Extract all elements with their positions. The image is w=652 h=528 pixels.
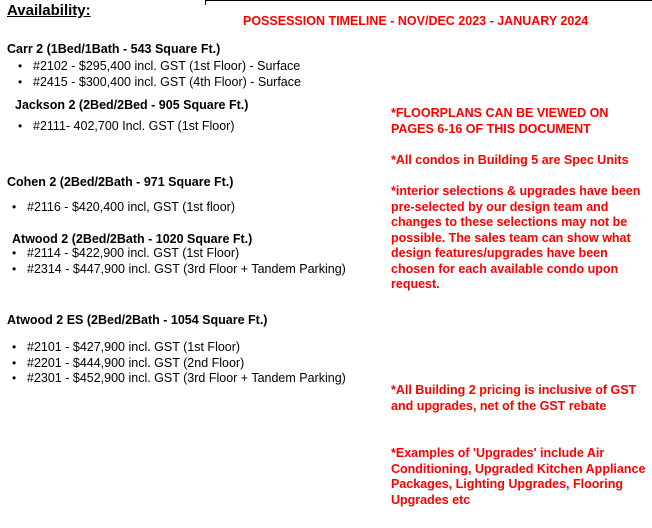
note-floorplans: *FLOORPLANS CAN BE VIEWED ON PAGES 6-16 OF THIS DOCUMENT bbox=[391, 106, 609, 136]
unit-list-carr-2 bbox=[7, 59, 301, 90]
section-heading-atwood-2: Atwood 2 (2Bed/2Bath - 1020 Square Ft.) bbox=[12, 232, 253, 246]
unit-list-cohen-2 bbox=[1, 200, 235, 216]
section-heading-cohen-2: Cohen 2 (2Bed/2Bath - 971 Square Ft.) bbox=[7, 175, 234, 189]
top-rule bbox=[205, 0, 652, 1]
unit-item: • #2116 - $420,400 incl, GST (1st floor) bbox=[1, 200, 235, 216]
unit-item: • #2201 - $444,900 incl. GST (2nd Floor) bbox=[1, 356, 346, 372]
unit-item: • #2111- 402,700 Incl. GST (1st Floor) bbox=[7, 119, 235, 135]
note-spec-units: *All condos in Building 5 are Spec Units bbox=[391, 153, 629, 167]
unit-item: • #2415 - $300,400 incl. GST (4th Floor) - Surface bbox=[7, 75, 301, 91]
possession-timeline: POSSESSION TIMELINE - NOV/DEC 2023 - JANUARY 2024 bbox=[243, 14, 589, 28]
availability-title: Availability: bbox=[7, 2, 91, 19]
note-pricing-gst: *All Building 2 pricing is inclusive of GST and upgrades, net of the GST rebate bbox=[391, 383, 637, 413]
top-rule-tick bbox=[205, 0, 206, 5]
unit-list-atwood-2 bbox=[1, 246, 346, 277]
unit-item: • #2101 - $427,900 incl. GST (1st Floor) bbox=[1, 340, 346, 356]
section-heading-atwood-2-es: Atwood 2 ES (2Bed/2Bath - 1054 Square Ft.) bbox=[7, 313, 268, 327]
unit-item: • #2102 - $295,400 incl. GST (1st Floor) - Surface bbox=[7, 59, 301, 75]
unit-item: • #2301 - $452,900 incl. GST (3rd Floor + Tandem Parking) bbox=[1, 371, 346, 387]
unit-list-atwood-2-es bbox=[1, 340, 346, 387]
unit-item: • #2114 - $422,900 incl. GST (1st Floor) bbox=[1, 246, 346, 262]
note-interior-selections: *interior selections & upgrades have been pre-selected by our design team and changes to these selections may not be possible. The sales team can show what design features/upgrades have been chosen for each available condo upon request. bbox=[391, 184, 641, 291]
note-upgrades-examples: *Examples of 'Upgrades' include Air Conditioning, Upgraded Kitchen Appliance Packages, Lighting Upgrades, Flooring Upgrades etc bbox=[391, 446, 646, 507]
section-heading-carr-2: Carr 2 (1Bed/1Bath - 543 Square Ft.) bbox=[7, 42, 221, 56]
section-heading-jackson-2: Jackson 2 (2Bed/2Bed - 905 Square Ft.) bbox=[15, 98, 249, 112]
unit-list-jackson-2 bbox=[7, 119, 235, 135]
unit-item: • #2314 - $447,900 incl. GST (3rd Floor + Tandem Parking) bbox=[1, 262, 346, 278]
